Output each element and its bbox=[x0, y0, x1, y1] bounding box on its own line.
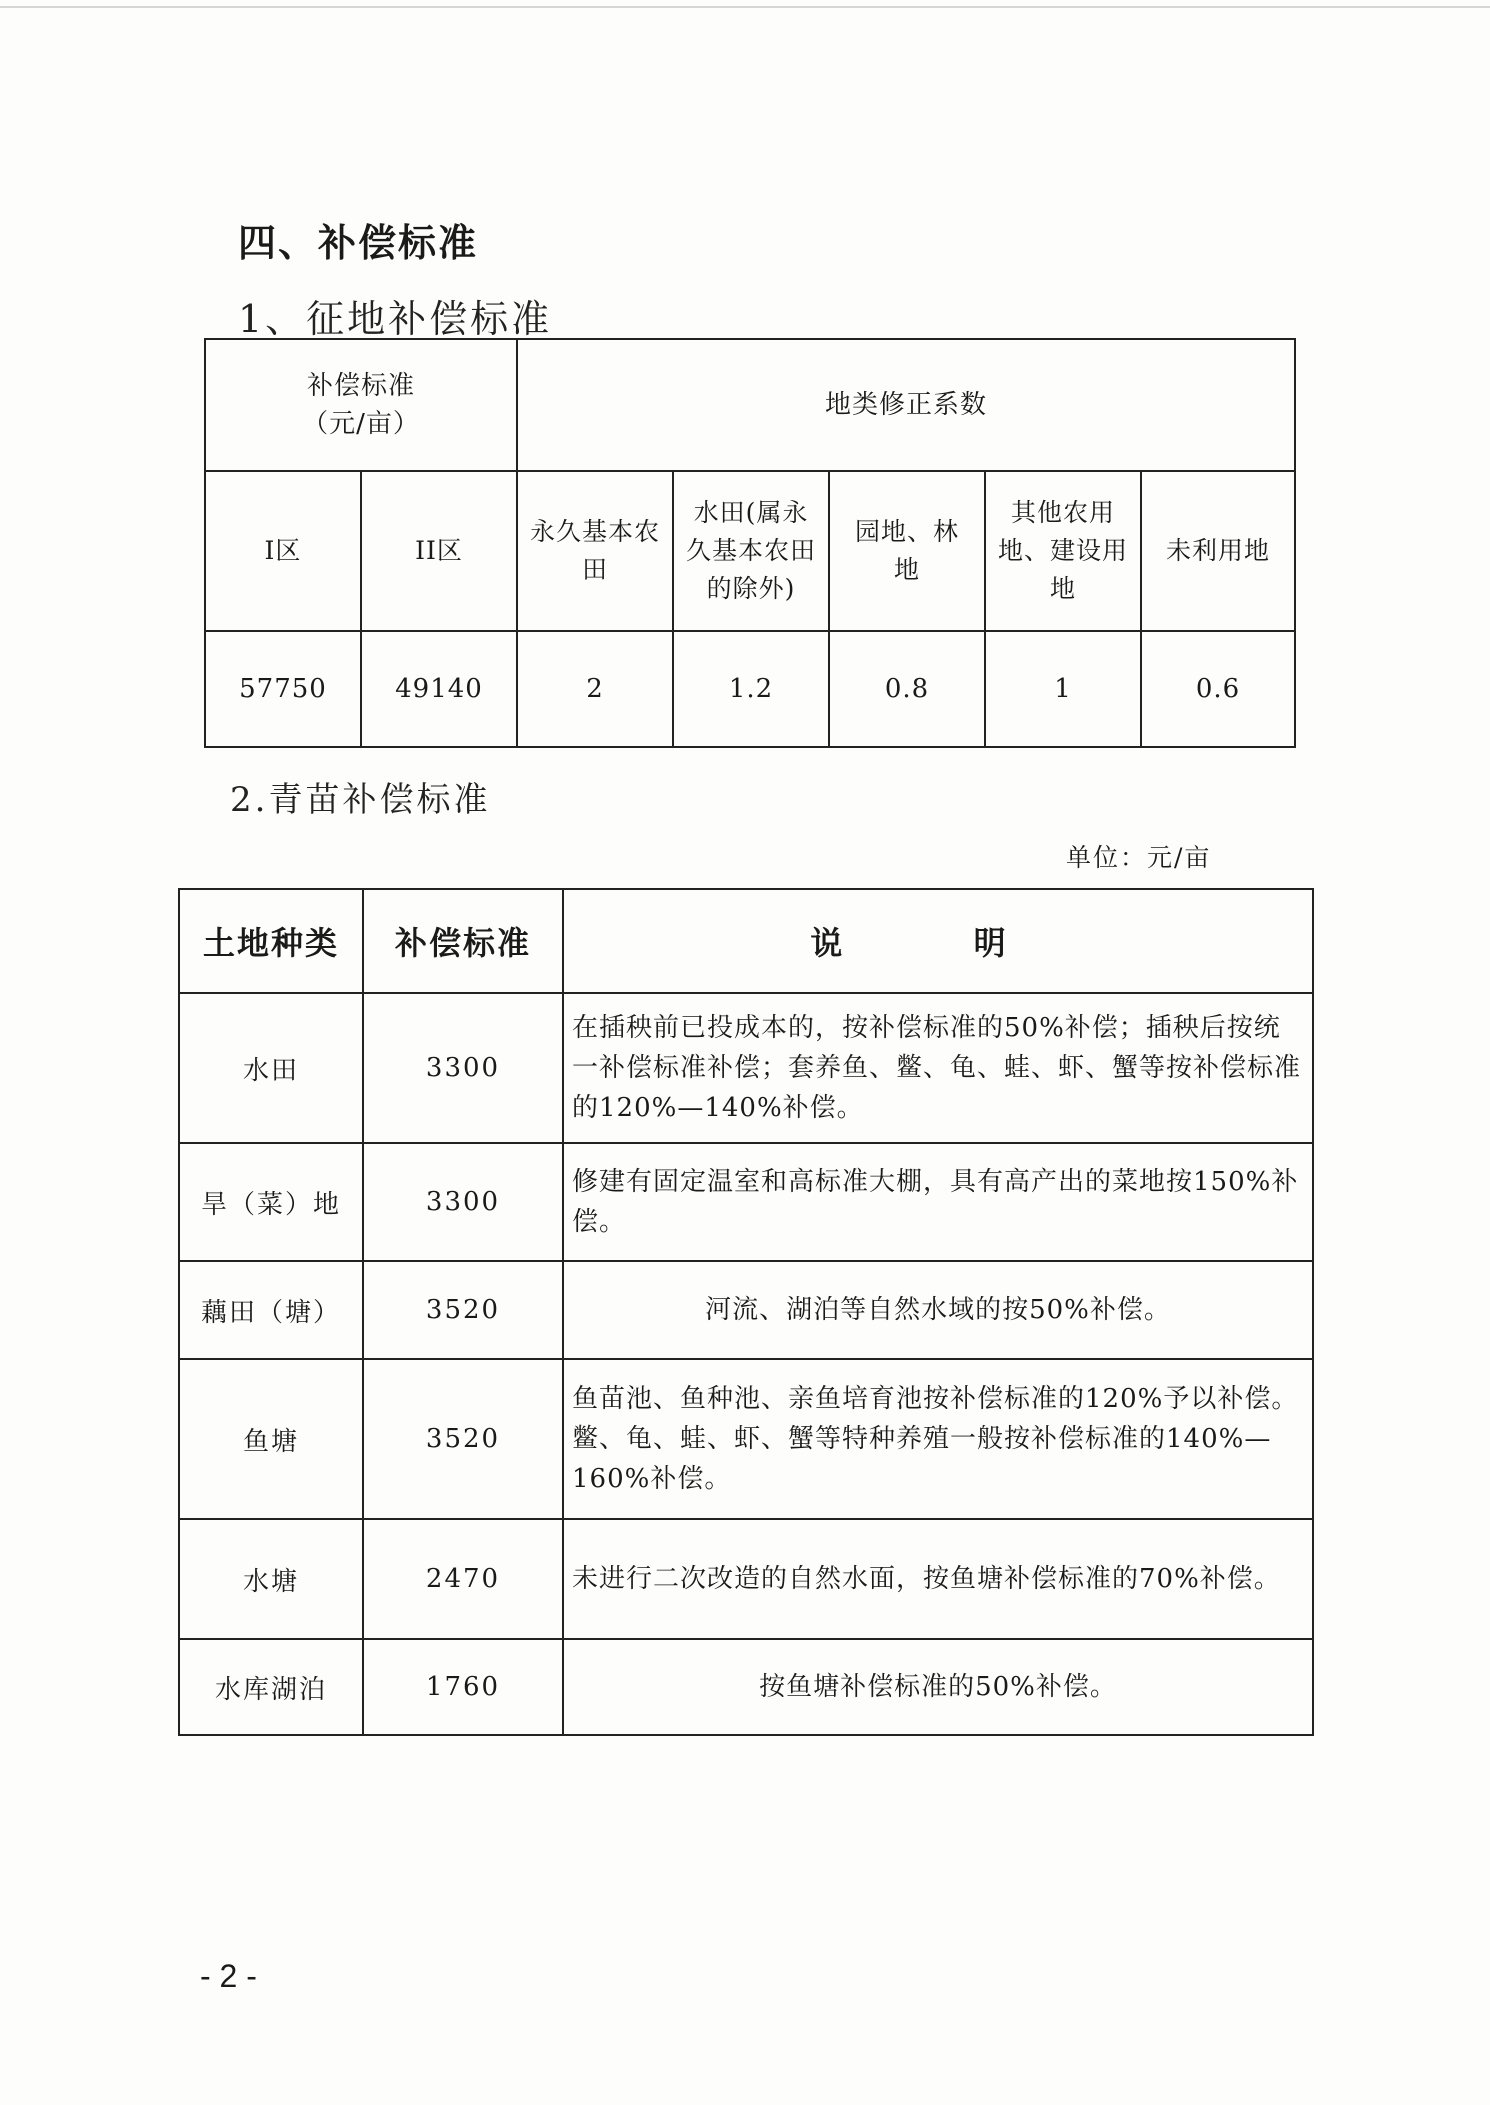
crop-compensation-table bbox=[178, 888, 1314, 1736]
description-cell: 在插秧前已投成本的，按补偿标准的50%补偿；插秧后按统一补偿标准补偿；套养鱼、鳖、龟、蛙、虾、蟹等按补偿标准的120%—140%补偿。 bbox=[563, 993, 1313, 1143]
description-cell: 修建有固定温室和高标准大棚，具有高产出的菜地按150%补偿。 bbox=[563, 1143, 1313, 1261]
subsection-land-acquisition-title: 1、征地补偿标准 bbox=[238, 297, 553, 341]
unit-label: 单位：元/亩 bbox=[1066, 843, 1212, 872]
zone-1-header: I区 bbox=[205, 471, 361, 631]
standard-cell: 3300 bbox=[363, 993, 563, 1143]
land-type-cell: 藕田（塘） bbox=[179, 1261, 363, 1359]
standard-cell: 3520 bbox=[363, 1261, 563, 1359]
land-type-header: 未利用地 bbox=[1141, 471, 1295, 631]
land-type-header: 水田(属永久基本农田的除外) bbox=[673, 471, 829, 631]
table-row bbox=[179, 1261, 1313, 1359]
land-type-cell: 鱼塘 bbox=[179, 1359, 363, 1519]
land-type-cell: 水塘 bbox=[179, 1519, 363, 1639]
zone-1-value: 57750 bbox=[205, 631, 361, 747]
table-row bbox=[179, 1143, 1313, 1261]
subsection-crop-compensation-title: 2.青苗补偿标准 bbox=[230, 780, 491, 820]
column-header-land-type: 土地种类 bbox=[179, 889, 363, 993]
column-header-description: 说 明 bbox=[563, 889, 1313, 993]
land-coefficient-header: 地类修正系数 bbox=[517, 339, 1295, 471]
land-compensation-table bbox=[204, 338, 1296, 748]
coefficient-value: 2 bbox=[517, 631, 673, 747]
description-cell: 河流、湖泊等自然水域的按50%补偿。 bbox=[563, 1261, 1313, 1359]
land-type-cell: 水田 bbox=[179, 993, 363, 1143]
table-row bbox=[179, 1639, 1313, 1735]
land-type-header: 其他农用地、建设用地 bbox=[985, 471, 1141, 631]
standard-cell: 3520 bbox=[363, 1359, 563, 1519]
table-row bbox=[179, 1519, 1313, 1639]
column-header-standard: 补偿标准 bbox=[363, 889, 563, 993]
scan-top-edge bbox=[0, 6, 1490, 8]
coefficient-value: 0.8 bbox=[829, 631, 985, 747]
land-type-cell: 旱（菜）地 bbox=[179, 1143, 363, 1261]
land-type-header: 园地、林地 bbox=[829, 471, 985, 631]
table-row bbox=[179, 993, 1313, 1143]
compensation-standard-label: 补偿标准 bbox=[307, 371, 416, 401]
standard-cell: 1760 bbox=[363, 1639, 563, 1735]
zone-2-header: II区 bbox=[361, 471, 517, 631]
standard-cell: 2470 bbox=[363, 1519, 563, 1639]
table-row bbox=[205, 471, 1295, 631]
compensation-standard-unit: （元/亩） bbox=[302, 409, 420, 439]
section-heading: 四、补偿标准 bbox=[238, 221, 479, 265]
page-number: - 2 - bbox=[200, 1958, 257, 1994]
standard-cell: 3300 bbox=[363, 1143, 563, 1261]
coefficient-value: 0.6 bbox=[1141, 631, 1295, 747]
description-cell: 未进行二次改造的自然水面，按鱼塘补偿标准的70%补偿。 bbox=[563, 1519, 1313, 1639]
description-cell: 按鱼塘补偿标准的50%补偿。 bbox=[563, 1639, 1313, 1735]
coefficient-value: 1.2 bbox=[673, 631, 829, 747]
land-type-cell: 水库湖泊 bbox=[179, 1639, 363, 1735]
table-row bbox=[179, 1359, 1313, 1519]
coefficient-value: 1 bbox=[985, 631, 1141, 747]
table-row bbox=[205, 339, 1295, 471]
compensation-standard-header bbox=[205, 339, 517, 471]
table-row bbox=[205, 631, 1295, 747]
description-cell: 鱼苗池、鱼种池、亲鱼培育池按补偿标准的120%予以补偿。鳖、龟、蛙、虾、蟹等特种养殖一般按补偿标准的140%—160%补偿。 bbox=[563, 1359, 1313, 1519]
zone-2-value: 49140 bbox=[361, 631, 517, 747]
table-row bbox=[179, 889, 1313, 993]
land-type-header: 永久基本农田 bbox=[517, 471, 673, 631]
